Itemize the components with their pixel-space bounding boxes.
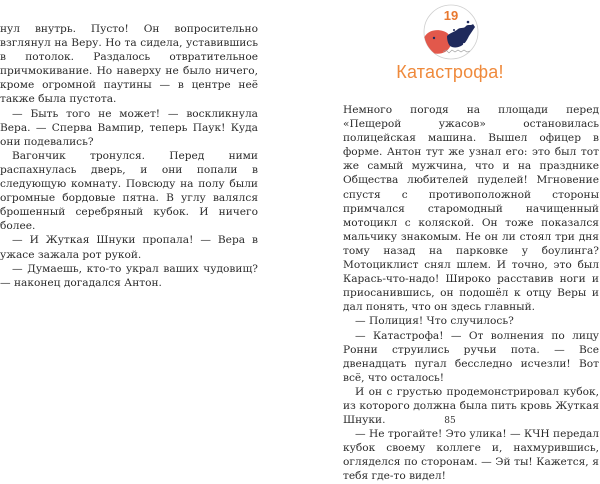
paragraph: — Думаешь, кто-то украл ваших чудовищ? — наконец догадался Антон. <box>0 262 258 289</box>
paragraph: — Катастрофа! — От волнения по лицу Ронни струились ручьи пота. — Все двенадцать пугал бесследно исчезли! Вот всё, что осталось! <box>343 329 599 384</box>
paragraph: — Полиция! Что случилось? <box>355 315 514 328</box>
left-page <box>0 0 300 428</box>
paragraph: — Быть того не может! — воскликнула Вера. — Сперва Вампир, теперь Паук! Куда они подевались? <box>0 107 258 148</box>
right-page-text <box>343 103 599 484</box>
paragraph: Немного погодя на площади перед «Пещерой ужасов» остановилась полицейская машина. Вышел офицер в форме. Антон тут же узнал его: это был тот же самый мужчина, что и на празднике Общества любителей пуделей! Мгновение спустя с противоположной стороны примчался старомодный начищенный мотоцикл с коляской. Он тоже показался мальчику знакомым. Не он ли стоял три дня тому назад на парковке у боулинга? Мотоциклист снял шлем. И точно, это был Карась-что-надо! Широко расставив ноги и приосанившись, он подошёл к отцу Веры и дал понять, что он здесь главный. <box>343 104 599 314</box>
paragraph: И он с грустью продемонстрировал кубок, из которого должна была пить кровь Жуткая Шнуки. <box>343 385 599 427</box>
paragraph: нул внутрь. Пусто! Он вопросительно взглянул на Веру. Но та сидела, уставившись в потолок. Раздалось отвратительное причмокивание. Но наверху не было ничего, кроме огромной паутины — в центре неё также была пустота. <box>0 23 258 106</box>
paragraph: — Не трогайте! Это улика! — КЧН передал кубок своему коллеге и, нахмурившись, огляделся по сторонам. — Эй ты! Кажется, я тебя где-то видел! <box>343 428 599 483</box>
chapter-title: Катастрофа! <box>396 62 504 82</box>
paragraph: — И Жуткая Шнуки пропала! — Вера в ужасе зажала рот рукой. <box>0 234 258 261</box>
chapter-number: 19 <box>443 8 459 23</box>
paragraph: Вагончик тронулся. Перед ними распахнулась дверь, и они попали в следующую комнату. Повсюду на полу были огромные бордовые пятна. В углу валялся брошенный серебряный кубок. И ничего более. <box>0 149 258 233</box>
left-page-text <box>0 22 258 290</box>
page-number: 85 <box>444 416 456 426</box>
